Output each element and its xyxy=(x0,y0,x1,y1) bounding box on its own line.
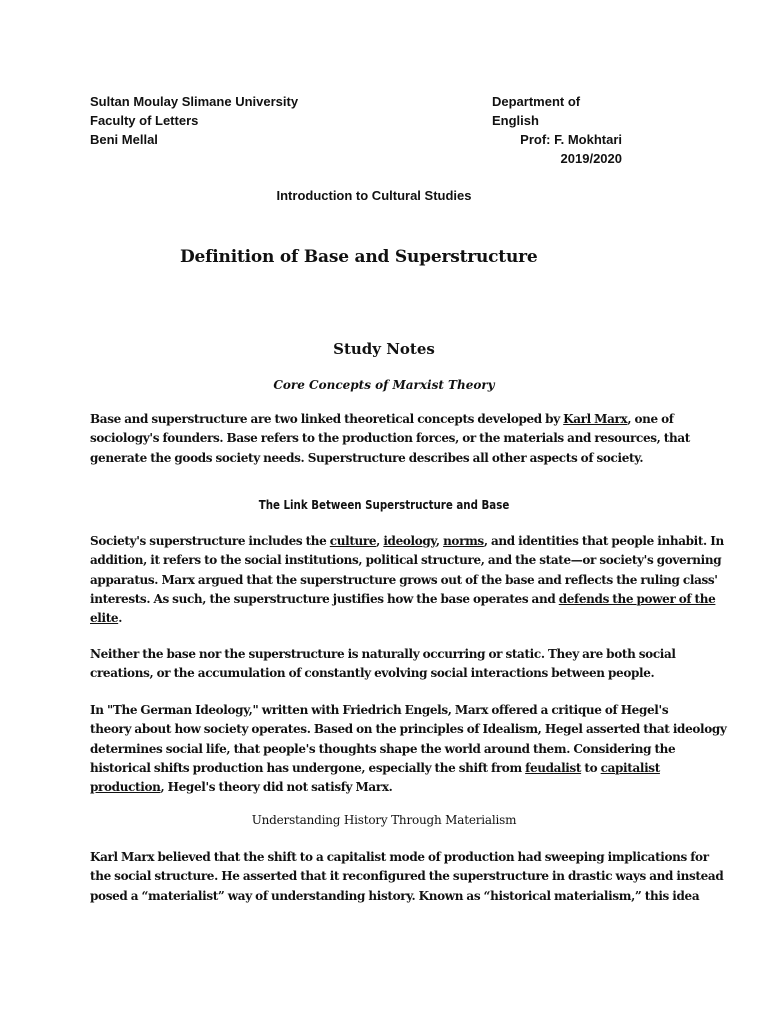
paragraph-german-ideology xyxy=(90,701,727,797)
city-name: Beni Mellal xyxy=(90,132,158,147)
text-span: , and identities that people inhabit. In xyxy=(483,534,724,548)
text-span: , xyxy=(435,534,444,548)
text-line: theory about how society operates. Based on the principles of Idealism, Hegel asserted that ideology xyxy=(90,722,727,737)
text-line: apparatus. Marx argued that the superstructure grows out of the base and reflects the ruling class' xyxy=(90,572,718,587)
document-title: Definition of Base and Superstructure xyxy=(180,247,538,267)
text-line: posed a “materialist” way of understanding history. Known as “historical materialism,” this idea xyxy=(90,888,700,903)
text-span: to xyxy=(581,760,601,775)
core-concepts-subheading: Core Concepts of Marxist Theory xyxy=(273,378,495,392)
link-defends-power[interactable]: defends the power of the xyxy=(558,591,716,606)
text-span: Society's superstructure includes the xyxy=(90,534,330,548)
department-name: Department of English xyxy=(492,94,581,128)
course-title: Introduction to Cultural Studies xyxy=(276,188,472,203)
link-feudalist[interactable]: feudalist xyxy=(525,760,582,775)
text-line: Neither the base nor the superstructure is naturally occurring or static. They are both social xyxy=(90,647,676,661)
text-span: , xyxy=(376,534,384,548)
link-karl-marx[interactable]: Karl Marx xyxy=(563,412,628,426)
text-line: addition, it refers to the social institutions, political structure, and the state—or society's governing xyxy=(90,553,722,568)
text-span: Base and superstructure are two linked theoretical concepts developed by xyxy=(90,412,564,426)
link-culture[interactable]: culture xyxy=(329,534,377,548)
text-line: In "The German Ideology," written with Friedrich Engels, Marx offered a critique of Hegel's xyxy=(90,703,669,717)
link-ideology[interactable]: ideology xyxy=(383,534,436,548)
section-heading-history: Understanding History Through Materialism xyxy=(251,813,517,827)
text-line: generate the goods society needs. Superstructure describes all other aspects of society. xyxy=(90,450,644,465)
paragraph-materialism xyxy=(90,848,724,906)
paragraph-superstructure xyxy=(90,532,724,628)
link-capitalist[interactable]: capitalist xyxy=(600,760,660,775)
link-production[interactable]: production xyxy=(90,780,161,795)
link-elite[interactable]: elite xyxy=(90,611,119,626)
text-span: . xyxy=(118,611,123,626)
university-name: Sultan Moulay Slimane University xyxy=(90,94,299,109)
paragraph-neither xyxy=(90,645,682,684)
study-notes-heading: Study Notes xyxy=(333,340,435,358)
link-norms[interactable]: norms xyxy=(443,534,484,548)
department-header xyxy=(492,92,622,168)
professor-name: Prof: F. Mokhtari xyxy=(520,132,622,147)
paragraph-intro xyxy=(90,410,690,468)
text-line: sociology's founders. Base refers to the production forces, or the materials and resources, that xyxy=(90,431,690,446)
faculty-name: Faculty of Letters xyxy=(90,113,199,128)
text-line: the social structure. He asserted that it reconfigured the superstructure in drastic ways and instead xyxy=(90,869,724,884)
text-line: determines social life, that people's thoughts shape the world around them. Considering the xyxy=(90,741,676,756)
text-line: Karl Marx believed that the shift to a capitalist mode of production had sweeping implications for xyxy=(90,850,709,864)
academic-year: 2019/2020 xyxy=(560,151,622,166)
institution-header xyxy=(90,92,298,149)
text-span: , Hegel's theory did not satisfy Marx. xyxy=(160,780,393,795)
text-span: , one of xyxy=(627,412,674,426)
text-line: creations, or the accumulation of constantly evolving social interactions between people. xyxy=(90,666,655,681)
section-heading-link: The Link Between Superstructure and Base xyxy=(258,497,510,512)
text-span: interests. As such, the superstructure justifies how the base operates and xyxy=(90,591,559,606)
text-span: historical shifts production has undergone, especially the shift from xyxy=(90,760,526,775)
